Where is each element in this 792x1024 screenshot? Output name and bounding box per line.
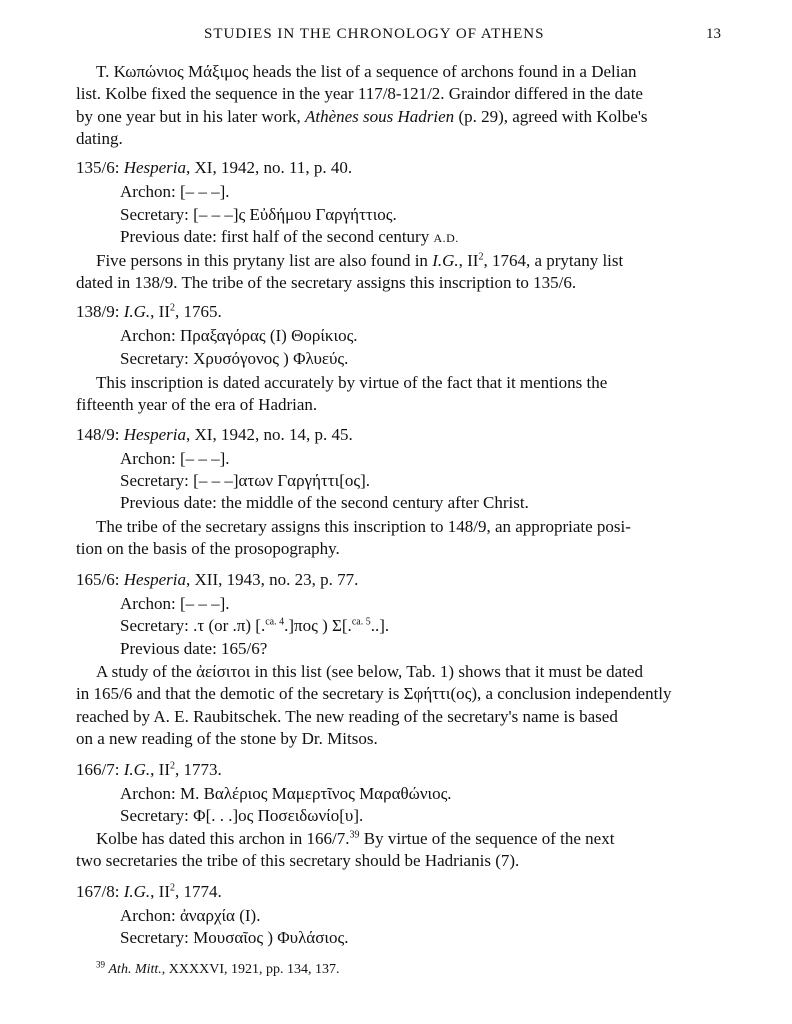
running-head: STUDIES IN THE CHRONOLOGY OF ATHENS xyxy=(204,26,545,42)
entry-165-archon: Archon: [– – –]. xyxy=(120,594,230,613)
entry-166-secretary: Secretary: Φ[. . .]ος Ποσειδωνίο[υ]. xyxy=(120,806,364,825)
entry-135-previous: Previous date: first half of the second century A.D. xyxy=(120,227,459,246)
entry-148-note-1: The tribe of the secretary assigns this inscription to 148/9, an appropriate posi- xyxy=(96,517,631,536)
entry-148-archon: Archon: [– – –]. xyxy=(120,449,230,468)
entry-138-secretary: Secretary: Χρυσόγονος ) Φλυεύς. xyxy=(120,349,349,368)
entry-165-note-1: A study of the ἀείσιτοι in this list (see below, Tab. 1) shows that it must be dated xyxy=(96,662,643,681)
entry-166-archon: Archon: M. Βαλέριος Μαμερτῖνος Μαραθώνιος. xyxy=(120,784,452,803)
entry-165-note-4: on a new reading of the stone by Dr. Mitsos. xyxy=(76,729,378,748)
intro-line-2: list. Kolbe fixed the sequence in the year 117/8-121/2. Graindor differed in the date xyxy=(76,84,643,103)
entry-135-heading: 135/6: Hesperia, XI, 1942, no. 11, p. 40. xyxy=(76,158,353,177)
entry-148-secretary: Secretary: [– – –]ατων Γαργήττι[ος]. xyxy=(120,471,371,490)
entry-165-previous: Previous date: 165/6? xyxy=(120,639,268,658)
entry-166-heading: 166/7: I.G., $II^2$, 1773. xyxy=(76,760,222,779)
intro-line-4: dating. xyxy=(76,129,123,148)
entry-165-secretary: Secretary: .τ (or .π) [.$^{ca. 4}$.]πος ) Σ[.$^{ca. 5}$..]. xyxy=(120,616,390,635)
page-number: 13 xyxy=(706,26,721,42)
intro-line-1: T. Κωπώνιος Μάξιμος heads the list of a sequence of archons found in a Delian xyxy=(96,62,637,81)
entry-167-heading: 167/8: I.G., $II^2$, 1774. xyxy=(76,882,222,901)
entry-165-note-2: in 165/6 and that the demotic of the secretary is Σφήττι(ος), a conclusion independently xyxy=(76,684,672,703)
entry-148-previous: Previous date: the middle of the second century after Christ. xyxy=(120,493,529,512)
entry-138-archon: Archon: Πραξαγόρας (I) Θορίκιος. xyxy=(120,326,358,345)
footnote xyxy=(96,959,340,978)
entry-166-note-1: Kolbe has dated this archon in 166/7.39 By virtue of the sequence of the next xyxy=(96,829,615,848)
entry-148-note-2: tion on the basis of the prosopography. xyxy=(76,539,340,558)
entry-167-secretary: Secretary: Μουσαῖος ) Φυλάσιος. xyxy=(120,928,349,947)
entry-167-archon: Archon: ἀναρχία (I). xyxy=(120,906,261,925)
intro-line-3: by one year but in his later work, Athènes sous Hadrien (p. 29), agreed with Kolbe's xyxy=(76,107,648,126)
entry-165-note-3: reached by A. E. Raubitschek. The new reading of the secretary's name is based xyxy=(76,707,618,726)
entry-166-note-2: two secretaries the tribe of this secretary should be Hadrianis (7). xyxy=(76,851,520,870)
entry-165-heading: 165/6: Hesperia, XII, 1943, no. 23, p. 77. xyxy=(76,570,359,589)
entry-135-archon: Archon: [– – –]. xyxy=(120,182,230,201)
entry-138-note-2: fifteenth year of the era of Hadrian. xyxy=(76,395,318,414)
footnote-text: Ath. Mitt., XXXXVI, 1921, pp. 134, 137. xyxy=(108,962,340,977)
entry-138-heading: 138/9: I.G., $II^2$, 1765. xyxy=(76,302,222,321)
entry-138-note-1: This inscription is dated accurately by virtue of the fact that it mentions the xyxy=(96,373,608,392)
entry-135-note-1: Five persons in this prytany list are also found in I.G., $II^2$, 1764, a prytany list xyxy=(96,251,624,270)
entry-135-note-2: dated in 138/9. The tribe of the secretary assigns this inscription to 135/6. xyxy=(76,273,577,292)
entry-135-secretary: Secretary: [– – –]ς Εὐδήμου Γαργήττιος. xyxy=(120,205,397,224)
footnote-number: 39 xyxy=(96,959,105,970)
entry-148-heading: 148/9: Hesperia, XI, 1942, no. 14, p. 45. xyxy=(76,425,353,444)
